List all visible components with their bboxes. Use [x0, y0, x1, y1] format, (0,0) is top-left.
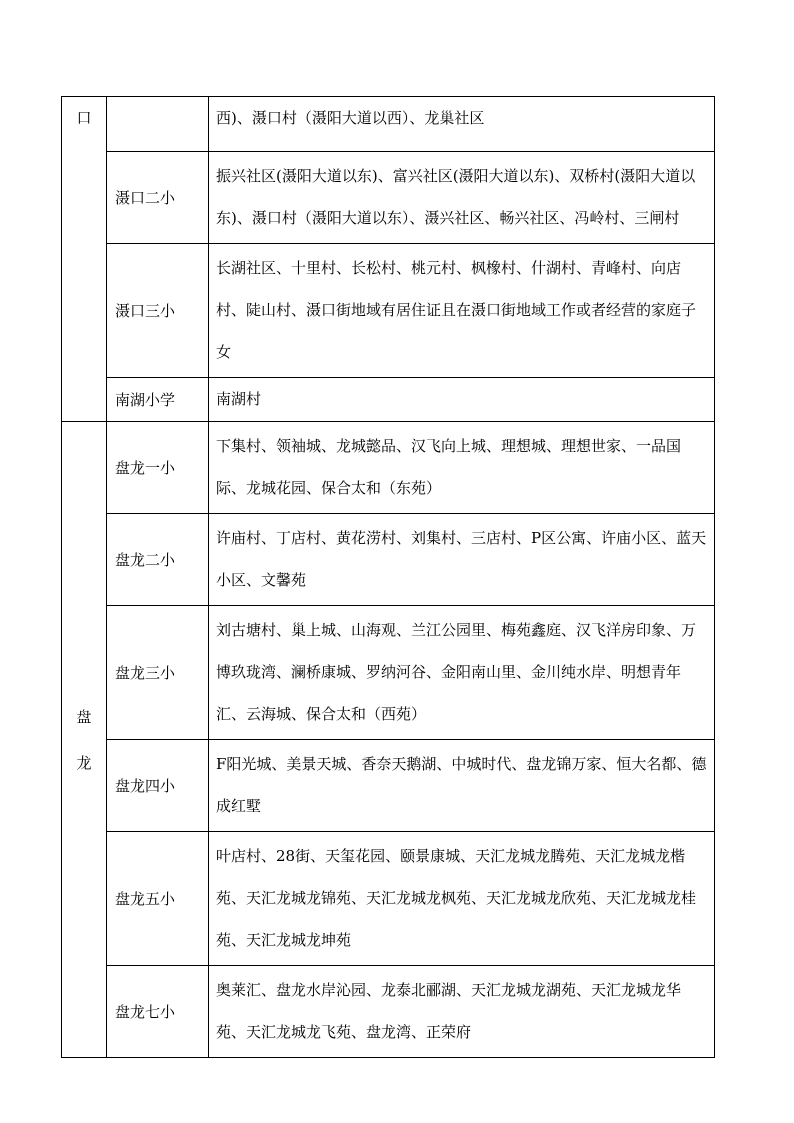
area-cell: 振兴社区(滠阳大道以东)、富兴社区(滠阳大道以东)、双桥村(滠阳大道以东)、滠口村（滠阳大道以东）、滠兴社区、畅兴社区、冯岭村、三闸村	[209, 152, 715, 244]
table-row	[62, 422, 715, 514]
table-row	[62, 606, 715, 740]
district-name-bottom: 龙	[76, 753, 92, 772]
district-name-top: 盘	[76, 707, 92, 726]
area-cell: 刘古塘村、巢上城、山海观、兰江公园里、梅苑鑫庭、汉飞洋房印象、万博玖珑湾、澜桥康城、罗纳河谷、金阳南山里、金川纯水岸、明想青年汇、云海城、保合太和（西苑）	[209, 606, 715, 740]
table-row	[62, 966, 715, 1058]
school-cell: 盘龙五小	[107, 832, 209, 966]
school-cell: 盘龙三小	[107, 606, 209, 740]
table-row	[62, 152, 715, 244]
school-cell: 盘龙四小	[107, 740, 209, 832]
school-cell: 南湖小学	[107, 378, 209, 422]
district-name: 口	[76, 109, 92, 127]
table-row	[62, 832, 715, 966]
school-cell	[107, 97, 209, 152]
school-cell: 滠口二小	[107, 152, 209, 244]
table-row	[62, 244, 715, 378]
table-row	[62, 378, 715, 422]
area-cell: 长湖社区、十里村、长松村、桃元村、枫橡村、什湖村、青峰村、向店村、陡山村、滠口街地域有居住证且在滠口街地域工作或者经营的家庭子女	[209, 244, 715, 378]
area-cell: 许庙村、丁店村、黄花涝村、刘集村、三店村、P区公寓、许庙小区、蓝天小区、文馨苑	[209, 514, 715, 606]
district-cell-panlong	[62, 422, 107, 1058]
school-cell: 盘龙一小	[107, 422, 209, 514]
table-row	[62, 740, 715, 832]
area-cell: 叶店村、28街、天玺花园、颐景康城、天汇龙城龙腾苑、天汇龙城龙楷苑、天汇龙城龙锦苑、天汇龙城龙枫苑、天汇龙城龙欣苑、天汇龙城龙桂苑、天汇龙城龙坤苑	[209, 832, 715, 966]
school-cell: 盘龙七小	[107, 966, 209, 1058]
area-cell: 下集村、领袖城、龙城懿品、汉飞向上城、理想城、理想世家、一品国际、龙城花园、保合太和（东苑）	[209, 422, 715, 514]
area-cell: F阳光城、美景天城、香奈天鹅湖、中城时代、盘龙锦万家、恒大名都、德成红墅	[209, 740, 715, 832]
school-district-table	[61, 96, 715, 1058]
school-cell: 盘龙二小	[107, 514, 209, 606]
district-cell-shekou	[62, 97, 107, 422]
area-cell: 南湖村	[209, 378, 715, 422]
table-row	[62, 97, 715, 152]
table-row	[62, 514, 715, 606]
area-cell: 奥莱汇、盘龙水岸沁园、龙泰北郦湖、天汇龙城龙湖苑、天汇龙城龙华苑、天汇龙城龙飞苑、盘龙湾、正荣府	[209, 966, 715, 1058]
area-cell: 西)、滠口村（滠阳大道以西）、龙巢社区	[209, 97, 715, 152]
school-cell: 滠口三小	[107, 244, 209, 378]
